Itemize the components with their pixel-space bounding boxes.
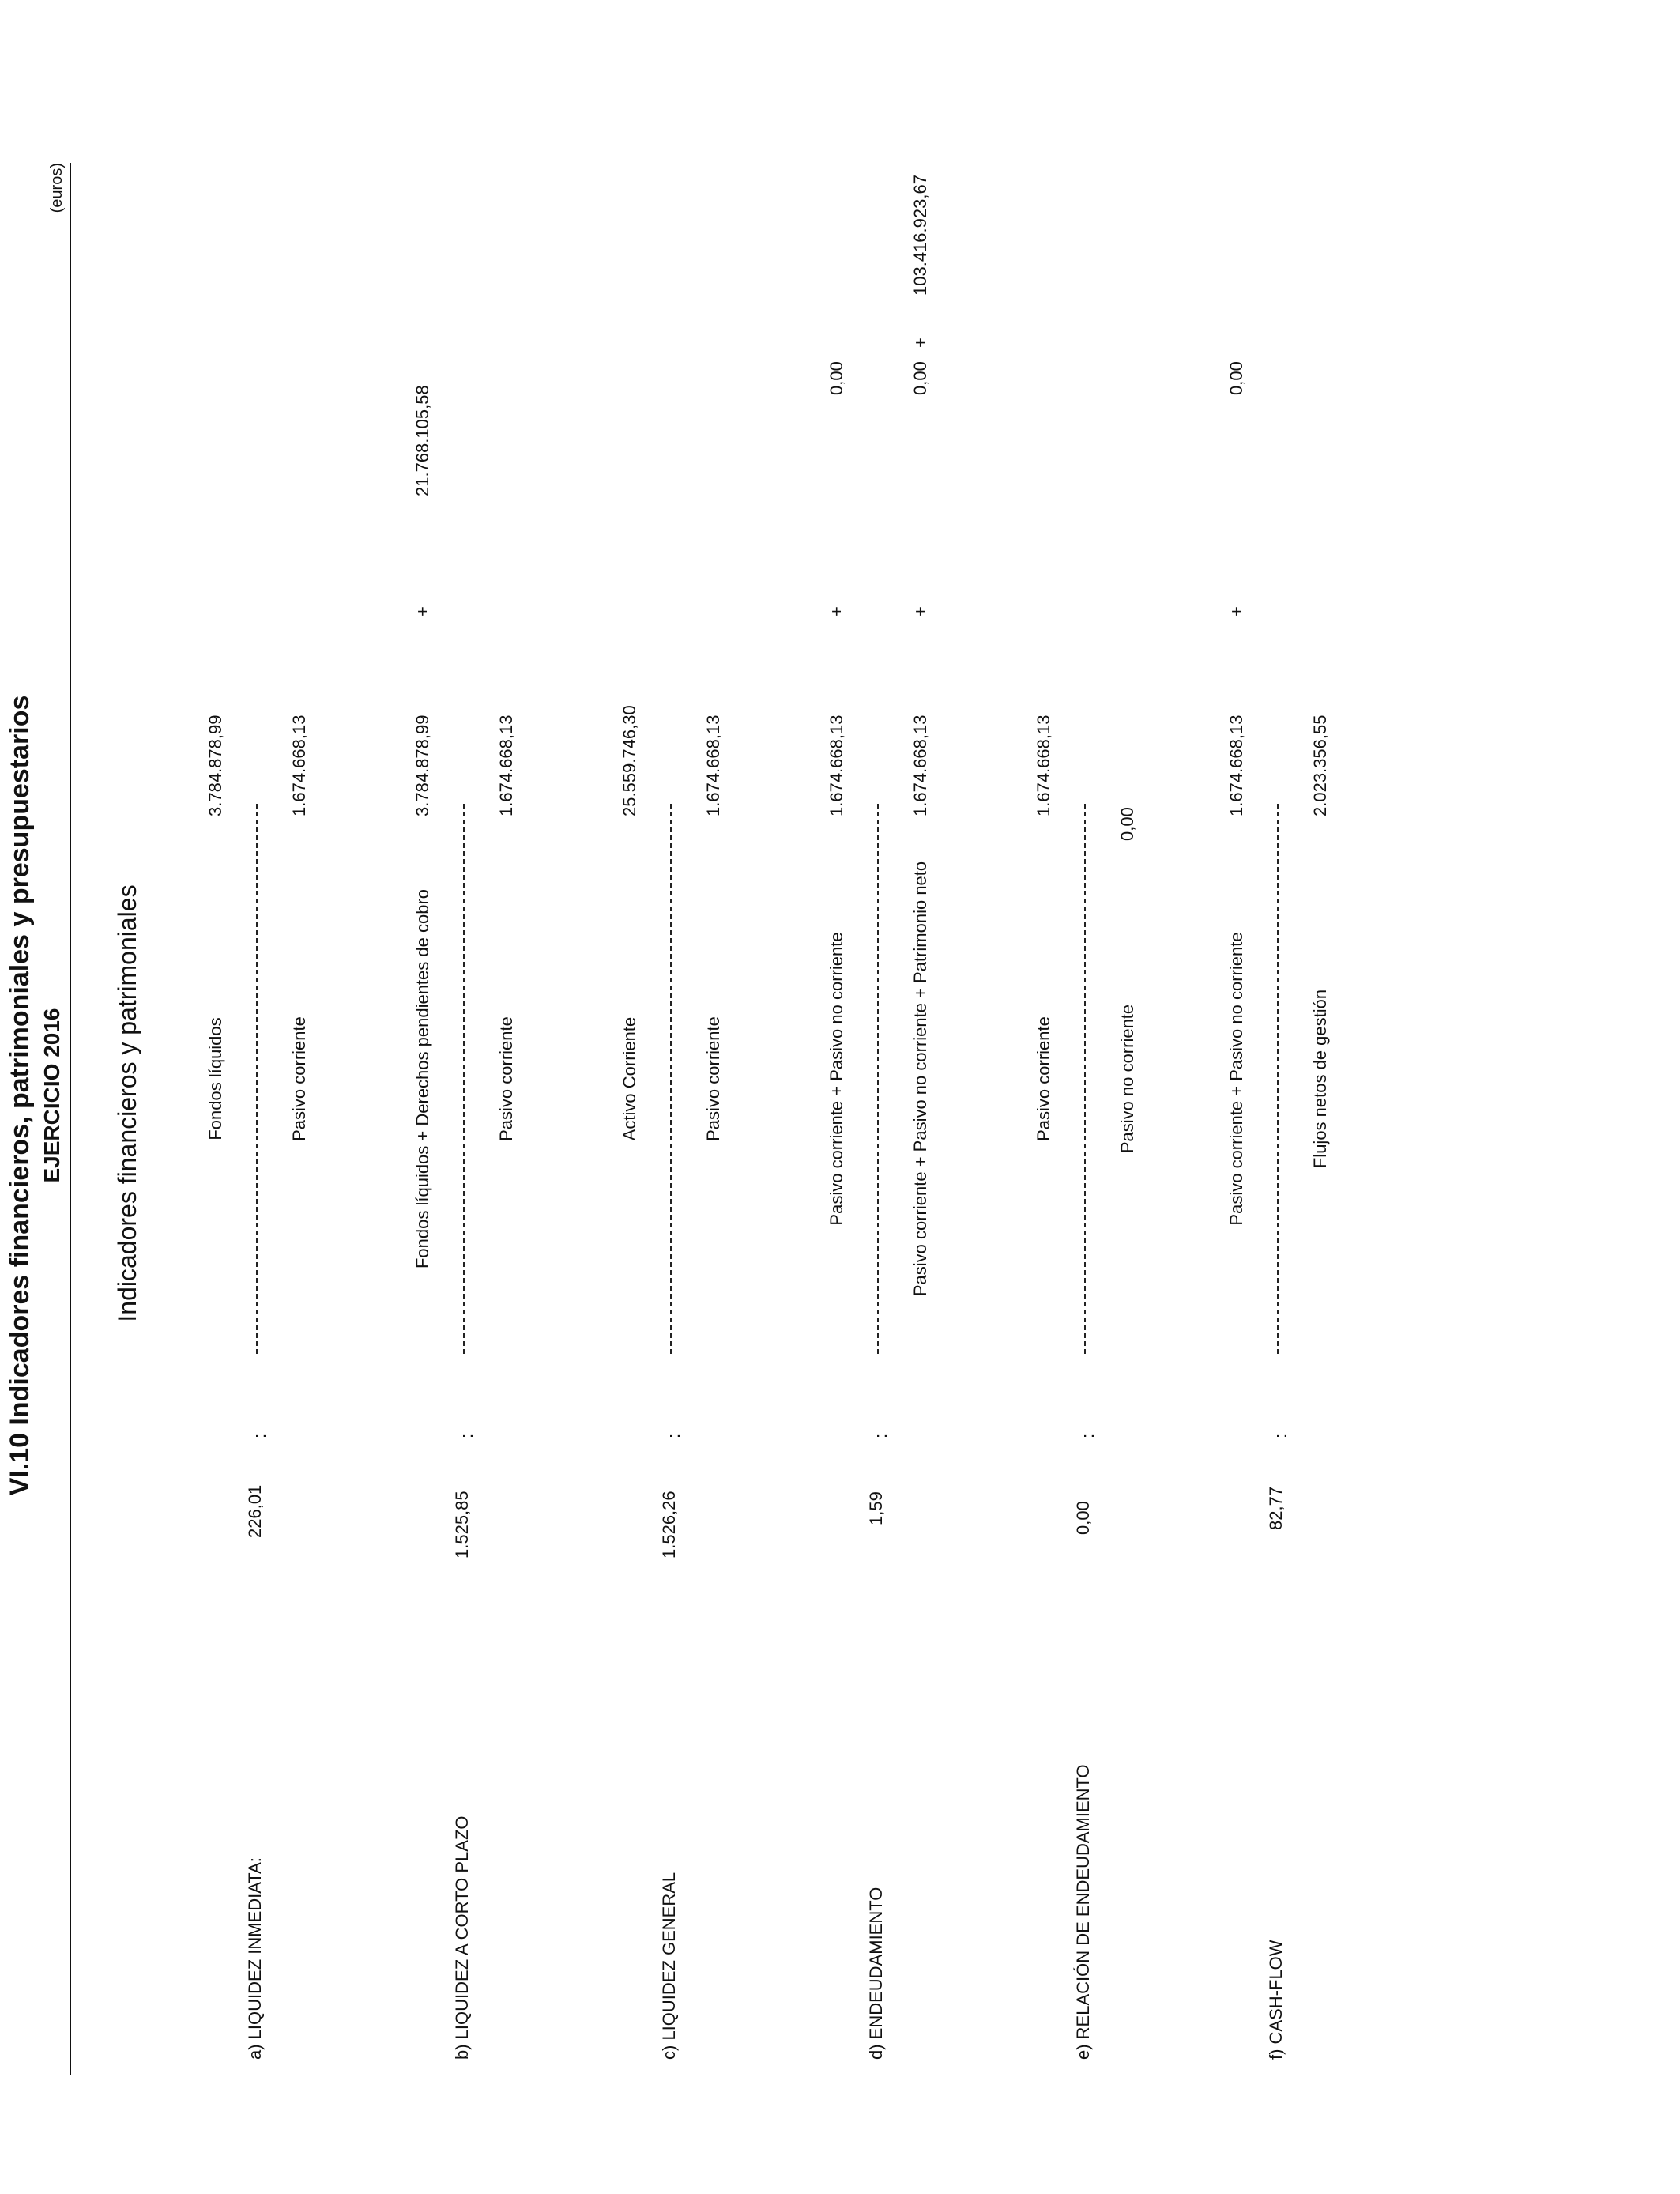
colon-separator: : — [871, 1433, 891, 1438]
denominator-formula: Pasivo corriente — [703, 1016, 723, 1141]
denominator-value: 1.674.668,13 — [703, 714, 723, 816]
indicator-label: e) RELACIÓN DE ENDEUDAMIENTO — [1073, 1764, 1093, 2060]
numerator-value: 25.559.746,30 — [620, 705, 639, 816]
denominator-value: 103.416.923,67 — [910, 175, 930, 296]
report-subtitle: EJERCICIO 2016 — [40, 1008, 64, 1183]
fraction-line — [877, 804, 879, 1354]
numerator-value: 3.784.878,99 — [412, 714, 432, 816]
plus-operator: + — [1226, 606, 1246, 616]
colon-separator: : — [1078, 1433, 1098, 1438]
denominator-formula: Pasivo corriente — [289, 1016, 309, 1141]
denominator-value: 1.674.668,13 — [496, 714, 516, 816]
denominator-value: 1.674.668,13 — [910, 714, 930, 816]
denominator-formula: Pasivo corriente + Pasivo no corriente + Patrimonio neto — [910, 861, 930, 1297]
fraction-line — [670, 804, 672, 1354]
denominator-value: 0,00 — [910, 361, 930, 395]
denominator-formula: Flujos netos de gestión — [1310, 989, 1330, 1169]
section-title: Indicadores financieros y patrimoniales — [113, 884, 141, 1322]
header-rule — [70, 163, 71, 2075]
numerator-value: 0,00 — [1226, 361, 1246, 395]
fraction-line — [463, 804, 465, 1354]
indicator-result: 82,77 — [1266, 1486, 1286, 1530]
numerator-value: 0,00 — [827, 361, 846, 395]
numerator-formula: Fondos líquidos — [205, 1017, 225, 1140]
denominator-value: 2.023.356,55 — [1310, 714, 1330, 816]
fraction-line — [1277, 804, 1279, 1354]
numerator-formula: Pasivo corriente — [1034, 1016, 1053, 1141]
denominator-value: 1.674.668,13 — [289, 714, 309, 816]
indicator-label: a) LIQUIDEZ INMEDIATA: — [245, 1857, 265, 2060]
numerator-value: 1.674.668,13 — [827, 714, 846, 816]
indicator-result: 226,01 — [245, 1484, 265, 1538]
fraction-line — [256, 804, 258, 1354]
numerator-value: 1.674.668,13 — [1034, 714, 1053, 816]
plus-operator: + — [412, 606, 432, 616]
denominator-formula: Pasivo no corriente — [1117, 1004, 1137, 1154]
indicator-label: c) LIQUIDEZ GENERAL — [659, 1872, 679, 2060]
denominator-value: 0,00 — [1117, 807, 1137, 841]
plus-operator: + — [910, 337, 930, 348]
numerator-formula: Fondos líquidos + Derechos pendientes de cobro — [412, 888, 432, 1269]
units-label: (euros) — [48, 163, 66, 213]
colon-separator: : — [1271, 1433, 1290, 1438]
numerator-value: 1.674.668,13 — [1226, 714, 1246, 816]
numerator-formula: Pasivo corriente + Pasivo no corriente — [1226, 932, 1246, 1226]
report-title: VI.10 Indicadores financieros, patrimoniales y presupuestarios — [5, 695, 35, 1496]
plus-operator: + — [827, 606, 846, 616]
denominator-formula: Pasivo corriente — [496, 1016, 516, 1141]
indicator-result: 1.525,85 — [452, 1491, 472, 1559]
indicator-label: b) LIQUIDEZ A CORTO PLAZO — [452, 1815, 472, 2060]
indicator-result: 1.526,26 — [659, 1491, 679, 1559]
colon-separator: : — [250, 1433, 269, 1438]
numerator-formula: Activo Corriente — [620, 1016, 639, 1141]
numerator-value: 21.768.105,58 — [412, 385, 432, 496]
colon-separator: : — [664, 1433, 684, 1438]
numerator-formula: Pasivo corriente + Pasivo no corriente — [827, 932, 846, 1226]
indicator-result: 0,00 — [1073, 1501, 1093, 1535]
numerator-value: 3.784.878,99 — [205, 714, 225, 816]
indicator-label: d) ENDEUDAMIENTO — [866, 1887, 886, 2060]
colon-separator: : — [457, 1433, 477, 1438]
plus-operator: + — [910, 606, 930, 616]
indicator-label: f) CASH-FLOW — [1266, 1940, 1286, 2060]
indicator-result: 1,59 — [866, 1491, 886, 1525]
fraction-line — [1084, 804, 1086, 1354]
